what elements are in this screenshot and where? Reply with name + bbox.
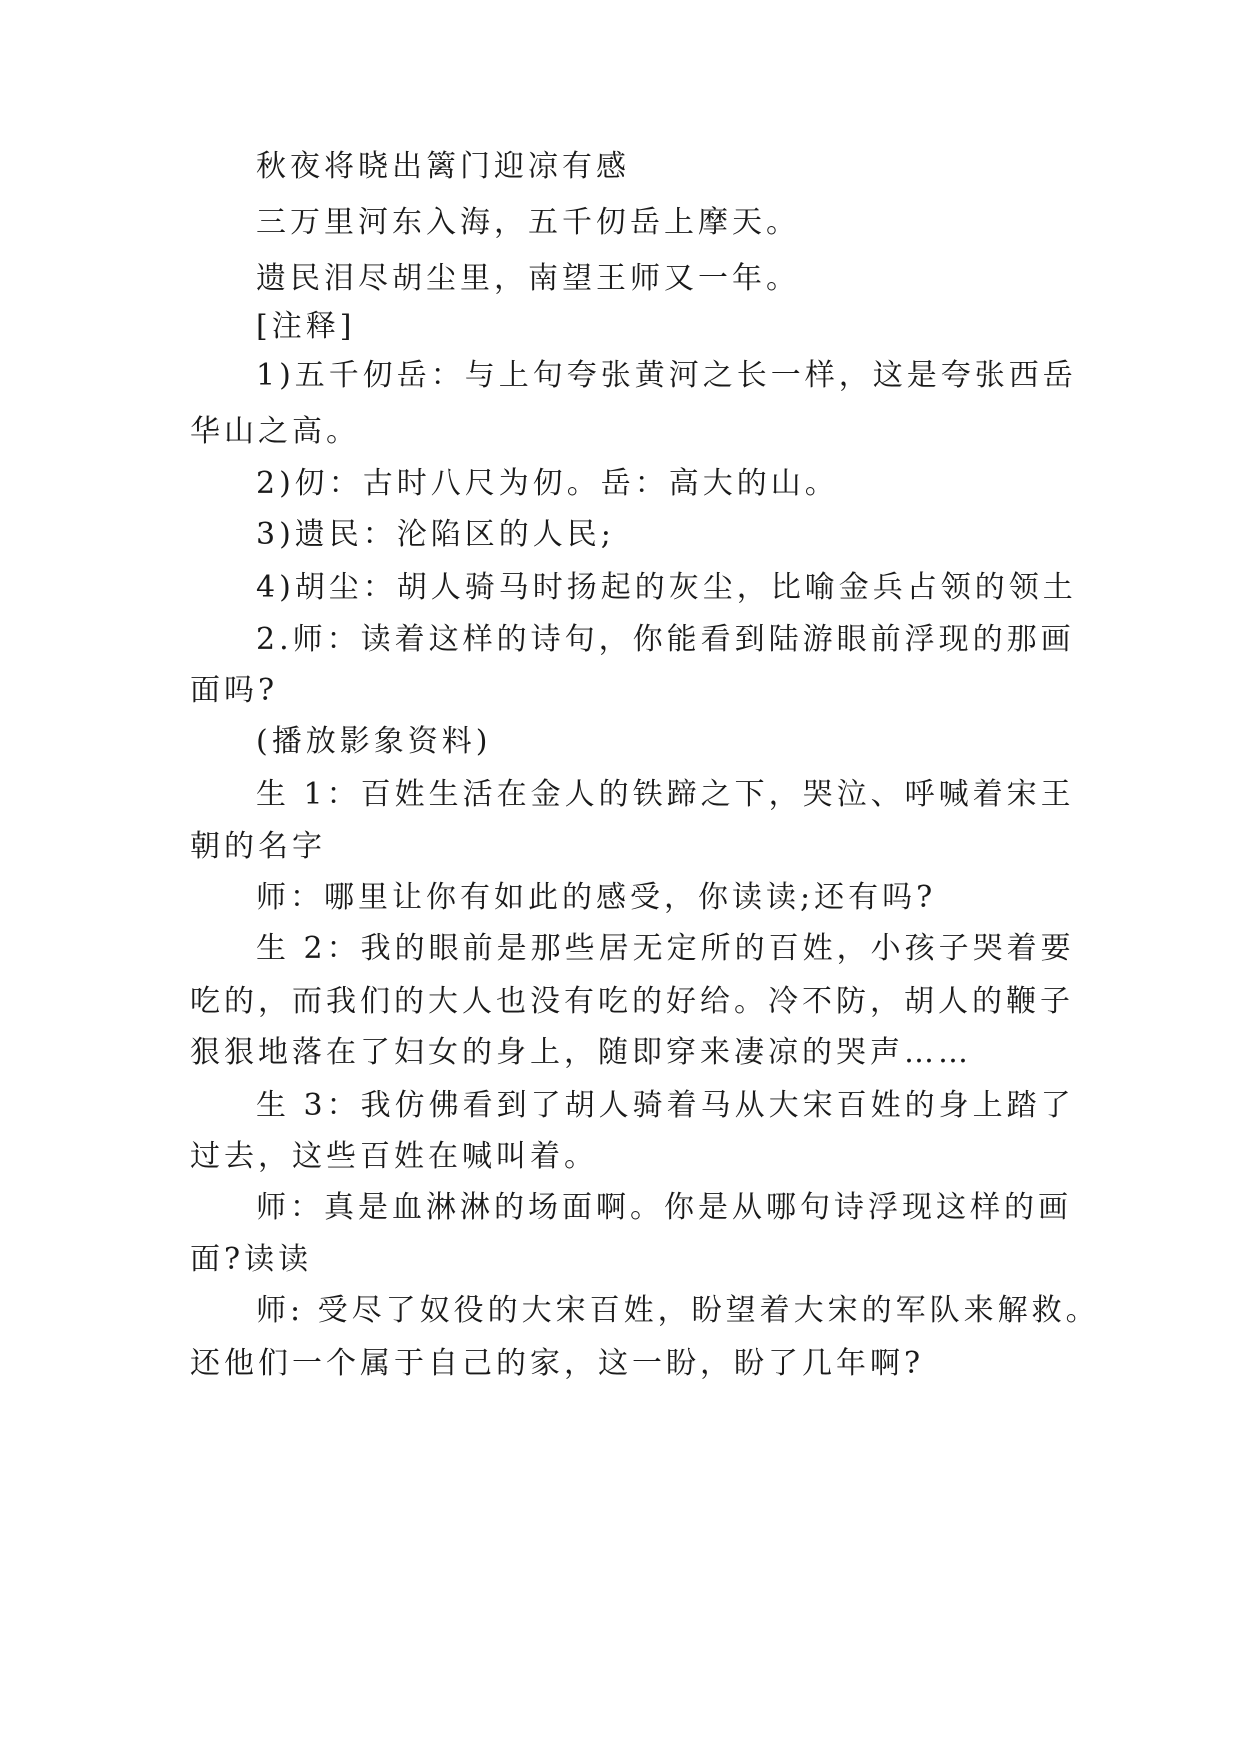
- student-1-answer-continued: 朝的名字: [190, 829, 326, 864]
- note-3: 3)遗民：沦陷区的人民;: [256, 517, 615, 552]
- note-1: 1)五千仞岳：与上句夸张黄河之长一样，这是夸张西岳: [256, 358, 1077, 393]
- student-3-answer-continued: 过去，这些百姓在喊叫着。: [190, 1139, 598, 1174]
- teacher-comment-continued: 面?读读: [190, 1242, 313, 1277]
- student-2-answer-line-3: 狠狠地落在了妇女的身上，随即穿来凄凉的哭声……: [190, 1035, 972, 1070]
- paragraph-teacher-question-continued: 面吗?: [190, 673, 279, 708]
- poem-line-2: 遗民泪尽胡尘里，南望王师又一年。: [256, 261, 800, 296]
- notes-heading: [注释]: [256, 309, 356, 344]
- teacher-closing-continued: 还他们一个属于自己的家，这一盼，盼了几年啊?: [190, 1346, 925, 1381]
- student-2-answer: 生 2：我的眼前是那些居无定所的百姓，小孩子哭着要: [256, 931, 1075, 966]
- note-1-continued: 华山之高。: [190, 414, 360, 449]
- paragraph-teacher-question: 2.师：读着这样的诗句，你能看到陆游眼前浮现的那画: [256, 622, 1075, 657]
- teacher-comment: 师：真是血淋淋的场面啊。你是从哪句诗浮现这样的画: [256, 1190, 1072, 1225]
- note-4: 4)胡尘：胡人骑马时扬起的灰尘，比喻金兵占领的领土: [256, 570, 1077, 605]
- student-2-answer-line-2: 吃的，而我们的大人也没有吃的好给。冷不防，胡人的鞭子: [190, 984, 1074, 1019]
- teacher-closing: 师: 受尽了奴役的大宋百姓，盼望着大宋的军队来解救。: [256, 1293, 1100, 1328]
- teacher-followup: 师：哪里让你有如此的感受，你读读;还有吗?: [256, 880, 937, 915]
- note-2: 2)仞：古时八尺为仞。岳：高大的山。: [256, 466, 839, 501]
- stage-direction: (播放影象资料): [256, 724, 492, 759]
- poem-line-1: 三万里河东入海，五千仞岳上摩天。: [256, 205, 800, 240]
- student-1-answer: 生 1：百姓生活在金人的铁蹄之下，哭泣、呼喊着宋王: [256, 777, 1075, 812]
- poem-title: 秋夜将晓出篱门迎凉有感: [256, 149, 630, 184]
- student-3-answer: 生 3：我仿佛看到了胡人骑着马从大宋百姓的身上踏了: [256, 1088, 1075, 1123]
